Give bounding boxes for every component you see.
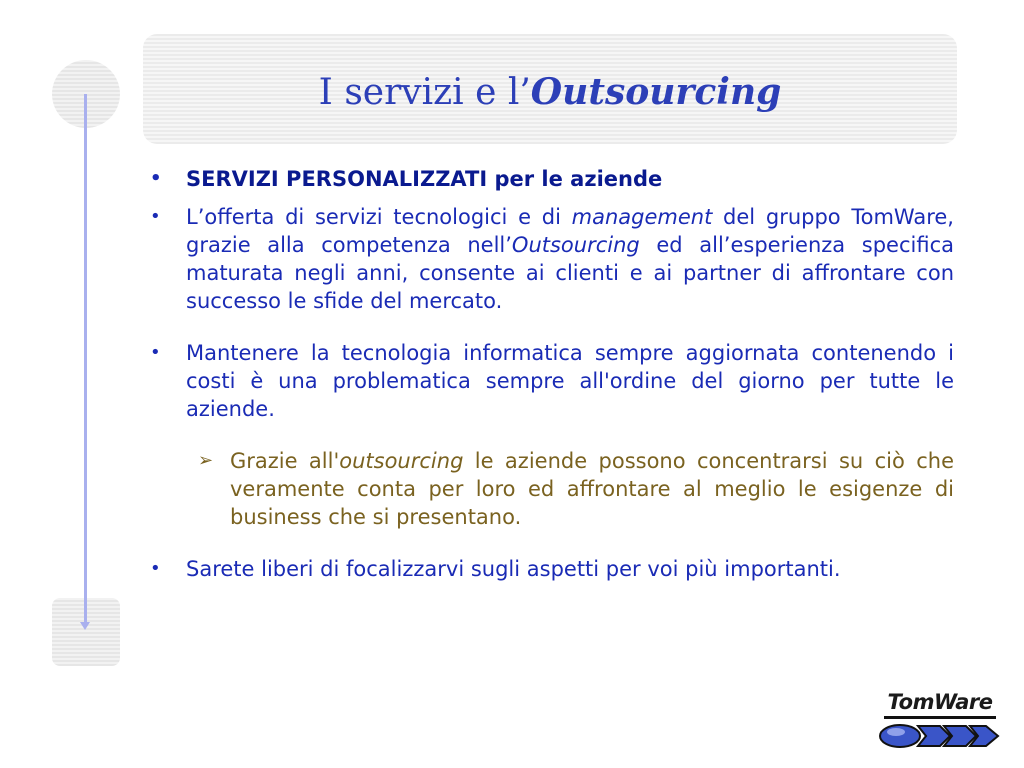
bullet-dot-icon: • bbox=[150, 558, 161, 579]
bullet-text-part: L’offerta di servizi tecnologici e di bbox=[186, 205, 572, 229]
bullet-item bbox=[140, 203, 954, 315]
logo-graphic-icon bbox=[878, 690, 1002, 752]
decor-arrow-icon bbox=[80, 622, 90, 630]
sub-bullet-text-emphasis: outsourcing bbox=[339, 449, 464, 473]
slide-content bbox=[140, 165, 954, 593]
bullet-text: SERVIZI PERSONALIZZATI per le aziende bbox=[186, 167, 663, 191]
bullet-dot-icon: • bbox=[150, 168, 162, 189]
tomware-logo bbox=[878, 690, 1002, 752]
bullet-text-part: ed all’esperienza specifica maturata negli anni, consente ai clienti e ai partner di affrontare con successo le sfide del mercato. bbox=[186, 233, 954, 313]
bullet-dot-icon: • bbox=[150, 342, 161, 363]
bullet-item bbox=[140, 339, 954, 423]
sub-bullet-item bbox=[140, 447, 954, 531]
bullet-item bbox=[140, 165, 954, 193]
title-emphasis: Outsourcing bbox=[530, 71, 782, 113]
bullet-text-emphasis: Outsourcing bbox=[511, 233, 640, 257]
bullet-dot-icon: • bbox=[150, 206, 161, 227]
sub-bullet-text-part: le aziende possono concentrarsi su ciò che veramente conta per loro ed affrontare al meglio le esigenze di business che si presentano. bbox=[230, 449, 954, 529]
bullet-text: Sarete liberi di focalizzarvi sugli aspetti per voi più importanti. bbox=[186, 557, 841, 581]
bullet-item bbox=[140, 555, 954, 583]
decor-vertical-line bbox=[84, 94, 87, 624]
bullet-text-part: del gruppo TomWare, grazie alla competenza nell’ bbox=[186, 205, 954, 257]
bullet-text-emphasis: management bbox=[571, 205, 713, 229]
logo-text: TomWare bbox=[887, 690, 993, 714]
bullet-text: Mantenere la tecnologia informatica sempre aggiornata contenendo i costi è una problematica sempre all'ordine del giorno per tutte le aziende. bbox=[186, 341, 954, 421]
slide-title bbox=[143, 66, 957, 119]
title-main: I servizi e l’ bbox=[318, 72, 531, 113]
arrow-bullet-icon: ➢ bbox=[198, 450, 214, 471]
sub-bullet-text-part: Grazie all' bbox=[230, 449, 340, 473]
